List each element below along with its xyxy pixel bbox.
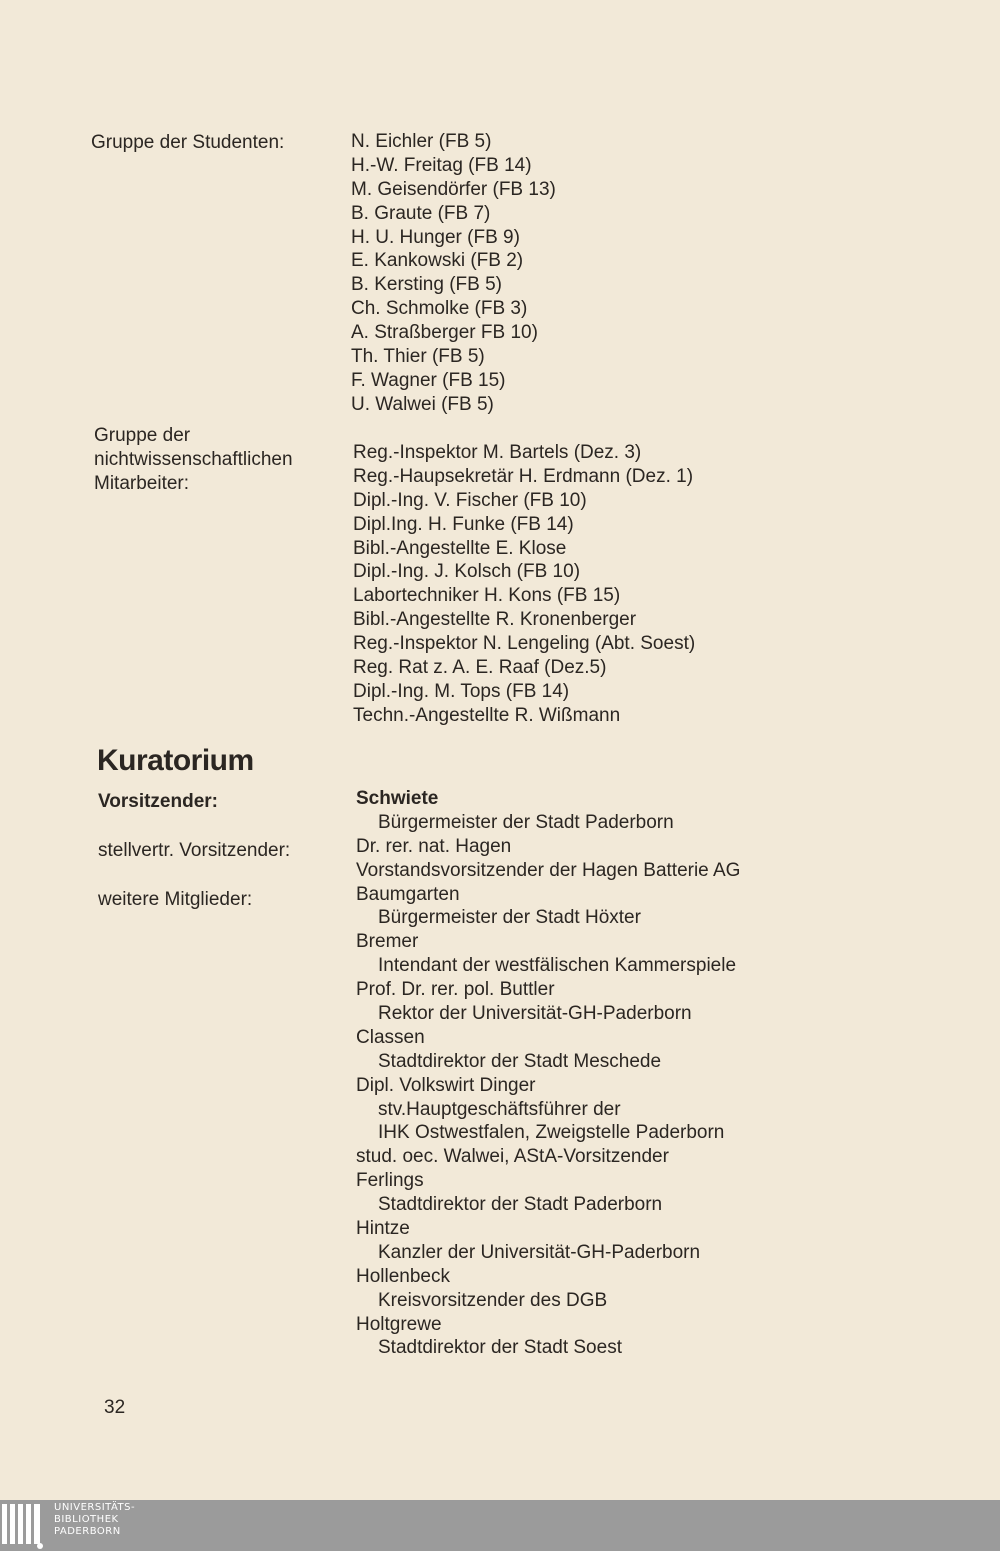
member-title: Kanzler der Universität-GH-Paderborn xyxy=(378,1241,701,1263)
student-member: F. Wagner (FB 15) xyxy=(351,369,506,391)
staff-member: Bibl.-Angestellte E. Klose xyxy=(353,537,567,559)
student-member: U. Walwei (FB 5) xyxy=(351,393,494,415)
member-title: Rektor der Universität-GH-Paderborn xyxy=(378,1003,692,1025)
member-title: Kreisvorsitzender des DGB xyxy=(378,1289,608,1311)
member-title: Stadtdirektor der Stadt Paderborn xyxy=(378,1194,663,1216)
staff-member: Dipl.Ing. H. Funke (FB 14) xyxy=(353,513,574,535)
member-name: Prof. Dr. rer. pol. Buttler xyxy=(356,979,555,1001)
staff-label-line: nichtwissenschaftlichen xyxy=(94,449,293,470)
member-name: Vorstandsvorsitzender der Hagen Batterie AG xyxy=(356,859,741,881)
staff-member: Reg.-Haupsekretär H. Erdmann (Dez. 1) xyxy=(353,465,694,487)
student-member: E. Kankowski (FB 2) xyxy=(351,250,524,272)
staff-member: Labortechniker H. Kons (FB 15) xyxy=(353,585,621,607)
member-name: Dr. rer. nat. Hagen xyxy=(356,835,512,857)
staff-member: Dipl.-Ing. J. Kolsch (FB 10) xyxy=(353,561,581,583)
staff-label-line: Mitarbeiter: xyxy=(94,473,190,494)
member-title: Stadtdirektor der Stadt Soest xyxy=(378,1337,622,1359)
student-member: Ch. Schmolke (FB 3) xyxy=(351,298,528,320)
logo-text-line: BIBLIOTHEK xyxy=(54,1514,119,1525)
staff-member-list xyxy=(353,441,695,728)
staff-label-line: Gruppe der xyxy=(94,425,191,446)
student-member: B. Graute (FB 7) xyxy=(351,202,491,224)
logo-text-line: PADERBORN xyxy=(54,1526,121,1537)
member-title: Bürgermeister der Stadt Höxter xyxy=(378,907,641,929)
chair-label: Vorsitzender: xyxy=(98,791,219,812)
staff-member: Techn.-Angestellte R. Wißmann xyxy=(353,704,621,726)
member-name: Hollenbeck xyxy=(356,1265,450,1287)
staff-member: Reg.-Inspektor M. Bartels (Dez. 3) xyxy=(353,442,642,463)
student-member: Th. Thier (FB 5) xyxy=(351,346,485,368)
students-group-label: Gruppe der Studenten: xyxy=(91,132,285,153)
kuratorium-heading: Kuratorium xyxy=(97,744,254,777)
member-title: Stadtdirektor der Stadt Meschede xyxy=(378,1050,662,1072)
page-number: 32 xyxy=(104,1397,126,1418)
library-logo-text xyxy=(54,1502,135,1538)
member-title: IHK Ostwestfalen, Zweigstelle Paderborn xyxy=(378,1122,725,1144)
student-member: H. U. Hunger (FB 9) xyxy=(351,226,520,248)
student-member: A. Straßberger FB 10) xyxy=(351,322,538,344)
student-member: B. Kersting (FB 5) xyxy=(351,274,502,296)
member-title: Intendant der westfälischen Kammerspiele xyxy=(378,955,737,977)
member-name: Hintze xyxy=(356,1218,410,1240)
student-member: M. Geisendörfer (FB 13) xyxy=(351,178,556,200)
member-name: Holtgrewe xyxy=(356,1313,442,1335)
logo-text-line: UNIVERSITÄTS- xyxy=(54,1502,136,1513)
student-member: H.-W. Freitag (FB 14) xyxy=(351,154,532,176)
member-name: Ferlings xyxy=(356,1170,424,1192)
kuratorium-member-list xyxy=(356,787,740,1360)
member-name: Baumgarten xyxy=(356,883,460,905)
member-name: stud. oec. Walwei, AStA-Vorsitzender xyxy=(356,1146,669,1168)
vice-chair-label: stellvertr. Vorsitzender: xyxy=(98,840,291,861)
member-name: Bremer xyxy=(356,931,419,953)
member-title: stv.Hauptgeschäftsführer der xyxy=(378,1098,621,1120)
staff-member: Reg.-Inspektor N. Lengeling (Abt. Soest) xyxy=(353,633,696,655)
students-member-list xyxy=(351,130,556,417)
staff-group-label xyxy=(94,424,293,496)
other-members-label: weitere Mitglieder: xyxy=(98,889,253,910)
staff-member: Dipl.-Ing. V. Fischer (FB 10) xyxy=(353,489,587,511)
member-title: Bürgermeister der Stadt Paderborn xyxy=(378,811,674,833)
library-footer-bar xyxy=(0,1500,1000,1551)
staff-member: Reg. Rat z. A. E. Raaf (Dez.5) xyxy=(353,657,607,679)
staff-member: Bibl.-Angestellte R. Kronenberger xyxy=(353,609,637,631)
member-name: Classen xyxy=(356,1026,425,1048)
member-name: Dipl. Volkswirt Dinger xyxy=(356,1074,536,1096)
staff-member: Dipl.-Ing. M. Tops (FB 14) xyxy=(353,680,570,702)
member-name: Schwiete xyxy=(356,788,439,809)
student-member: N. Eichler (FB 5) xyxy=(351,131,492,152)
logo-dot-icon xyxy=(37,1543,43,1549)
